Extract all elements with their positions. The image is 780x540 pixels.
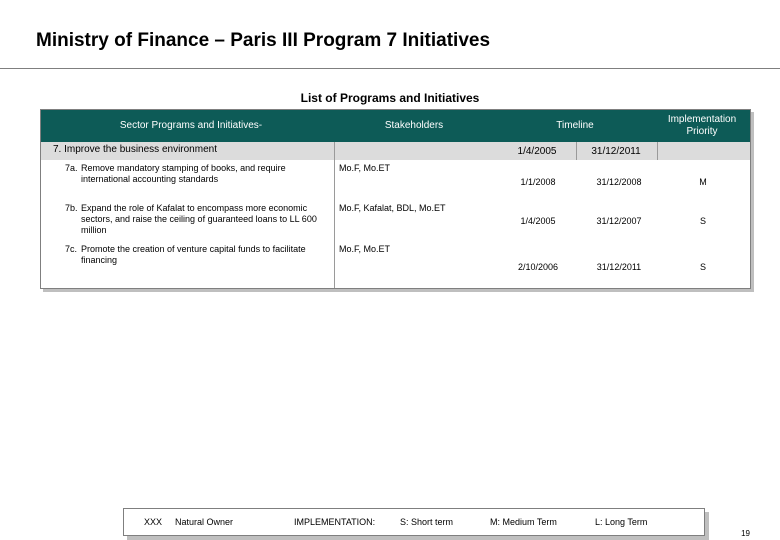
legend-natural-owner: Natural Owner <box>175 517 234 527</box>
row-priority: S <box>699 216 706 226</box>
page-title: Ministry of Finance – Paris III Program 7 Initiatives <box>36 30 491 51</box>
row-id: 7c. <box>65 244 78 254</box>
group-label: 7. Improve the business environment <box>53 144 217 155</box>
table-header <box>41 110 750 142</box>
row-id: 7a. <box>65 163 78 173</box>
row-initiative: Promote the creation of venture capital funds to facilitate financing <box>81 244 306 265</box>
row-end-date: 31/12/2011 <box>596 262 642 272</box>
group-end-date: 31/12/2011 <box>591 146 641 157</box>
header-priority: Implementation Priority <box>667 114 737 137</box>
row-end-date: 31/12/2007 <box>596 216 642 226</box>
header-sector: Sector Programs and Initiatives- <box>119 120 263 131</box>
col-separator <box>576 142 577 160</box>
row-initiative: Remove mandatory stamping of books, and require international accounting standards <box>81 163 286 184</box>
row-start-date: 2/10/2006 <box>517 262 559 272</box>
legend-medium-term: M: Medium Term <box>490 517 557 527</box>
legend-implementation: IMPLEMENTATION: <box>294 517 376 527</box>
page-number: 19 <box>741 529 750 538</box>
col-separator <box>657 142 658 160</box>
legend <box>123 508 705 536</box>
header-timeline: Timeline <box>556 120 594 131</box>
row-initiative: Expand the role of Kafalat to encompass more economic sectors, and raise the ceiling of guaranteed loans to LL 600 million <box>81 203 317 235</box>
row-priority: S <box>699 262 706 272</box>
table-subtitle: List of Programs and Initiatives <box>300 91 480 105</box>
legend-short-term: S: Short term <box>400 517 454 527</box>
row-id: 7b. <box>65 203 78 213</box>
header-stakeholders: Stakeholders <box>384 120 444 131</box>
legend-long-term: L: Long Term <box>595 517 648 527</box>
group-start-date: 1/4/2005 <box>517 146 557 157</box>
legend-xxx: XXX <box>144 517 163 527</box>
row-priority: M <box>699 177 707 187</box>
row-stakeholders: Mo.F, Mo.ET <box>339 244 391 254</box>
row-stakeholders: Mo.F, Kafalat, BDL, Mo.ET <box>339 203 446 213</box>
row-end-date: 31/12/2008 <box>596 177 642 187</box>
row-start-date: 1/1/2008 <box>520 177 556 187</box>
col-separator <box>334 142 335 288</box>
title-divider <box>0 68 780 69</box>
row-stakeholders: Mo.F, Mo.ET <box>339 163 391 173</box>
initiatives-table <box>40 109 751 289</box>
row-start-date: 1/4/2005 <box>520 216 556 226</box>
group-row <box>41 142 750 160</box>
